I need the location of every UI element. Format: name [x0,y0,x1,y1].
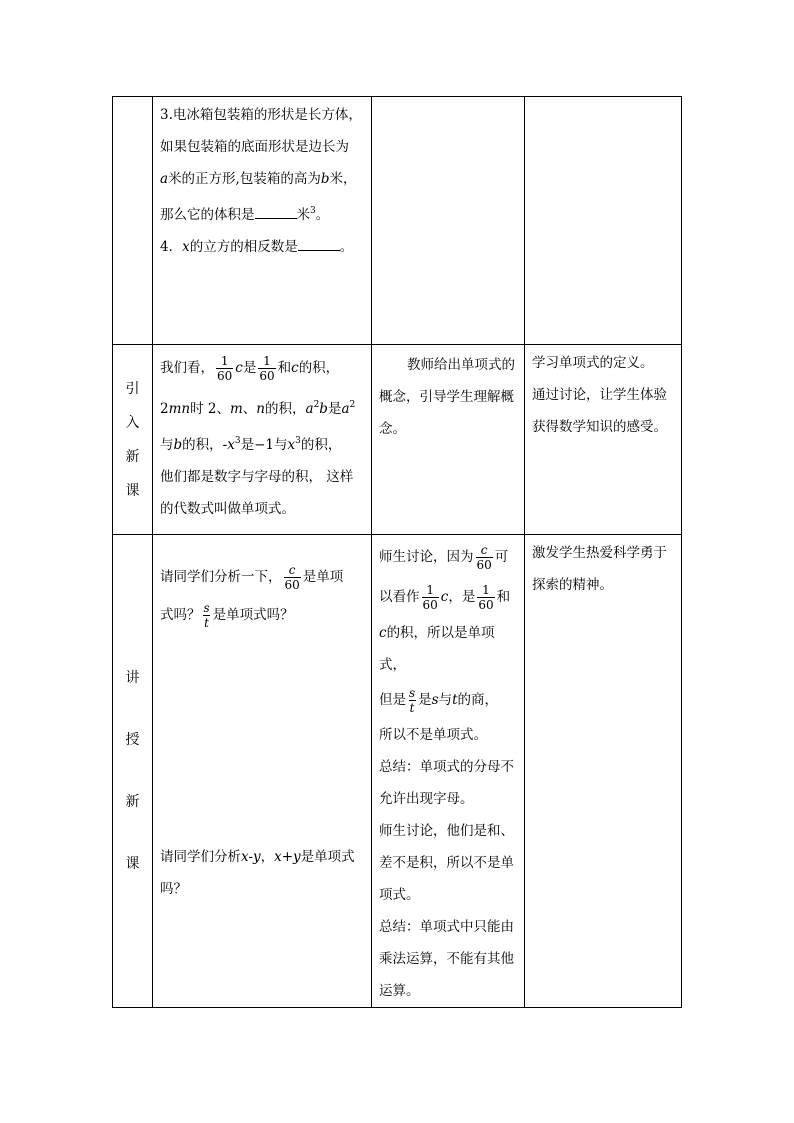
text-line: 请同学们分析x-y，x+y是单项式 [160,849,355,865]
intro-content-cell [153,345,372,535]
teacher-activity-cell: 教师给出单项式的概念，引导学生理解概念。 [372,345,525,535]
teaching-content-cell [153,535,372,1008]
teacher-activity-cell [372,535,525,1008]
stage-label-teaching: 讲 授 新 课 [113,535,153,1008]
text-line: 请同学们分析一下， $\frac{c}{60}$ 是单项 [160,563,344,592]
table-row [113,97,682,345]
text-line: 总结：单项式的分母不允许出现字母。 [379,759,514,807]
text-line: 吗？ [160,881,187,897]
text-line: a米的正方形,包装箱的高为b米， [160,171,357,187]
text-line: 师生讨论，他们是和、差不是积，所以不是单项式。 [379,823,514,903]
fraction: $\frac{1}{60}$ [259,354,275,383]
table-row [113,345,682,535]
fraction: $\frac{s}{t}$ [409,686,416,715]
text-line: 总结：单项式中只能由乘法运算，不能有其他运算。 [379,919,514,999]
teacher-activity-cell [372,97,525,345]
text-line: 那么它的体积是 米$^3$。 [160,206,330,223]
lesson-plan-table [112,96,682,1008]
answer-blank [298,236,340,251]
fraction: $\frac{1}{60}$ [422,583,438,612]
exercise-cell [153,97,372,345]
text-line: 与b的积，$-x^3$是−1与$x^3$的积， [160,436,342,453]
text-line: 如果包装箱的底面形状是边长为 [160,139,349,155]
fraction: $\frac{s}{t}$ [203,601,210,630]
text-line: 2mn时 2、m、n的积，$a^2b$是$a^2$ [160,400,356,417]
fraction: $\frac{c}{60}$ [284,563,300,592]
text-line: 我们看， $\frac{1}{60}$ c是 $\frac{1}{60}$ 和c的积， [160,354,340,383]
text-line: 但是 $\frac{s}{t}$ 是s与t的商， [379,686,499,715]
text-line: 师生讨论，因为 $\frac{c}{60}$ 可 [379,543,509,572]
fraction: $\frac{1}{60}$ [217,354,233,383]
intent-cell: 学习单项式的定义。 通过讨论，让学生体验获得数学知识的感受。 [525,345,682,535]
text-line: 所以不是单项式。 [379,727,487,743]
text-line: 4．x的立方的相反数是 。 [160,231,365,263]
text-line: 式吗？ $\frac{s}{t}$ 是单项式吗？ [160,601,294,630]
answer-blank [255,204,297,219]
text-line: 他们都是数字与字母的积， 这样 [160,469,354,485]
stage-cell-empty [113,97,153,345]
intent-cell [525,97,682,345]
text-line: c的积，所以是单项式， [379,625,495,673]
stage-label-intro: 引 入 新 课 [113,345,153,535]
intent-cell: 激发学生热爱科学勇于探索的精神。 [525,535,682,1008]
fraction: $\frac{1}{60}$ [478,583,494,612]
fraction: $\frac{c}{60}$ [476,543,492,572]
text-line: 以看作 $\frac{1}{60}$ c，是 $\frac{1}{60}$ 和 [379,583,511,612]
table-row [113,535,682,1008]
text-line: 3.电冰箱包装箱的形状是长方体， [160,107,362,123]
text-line: 的代数式叫做单项式。 [160,501,295,517]
